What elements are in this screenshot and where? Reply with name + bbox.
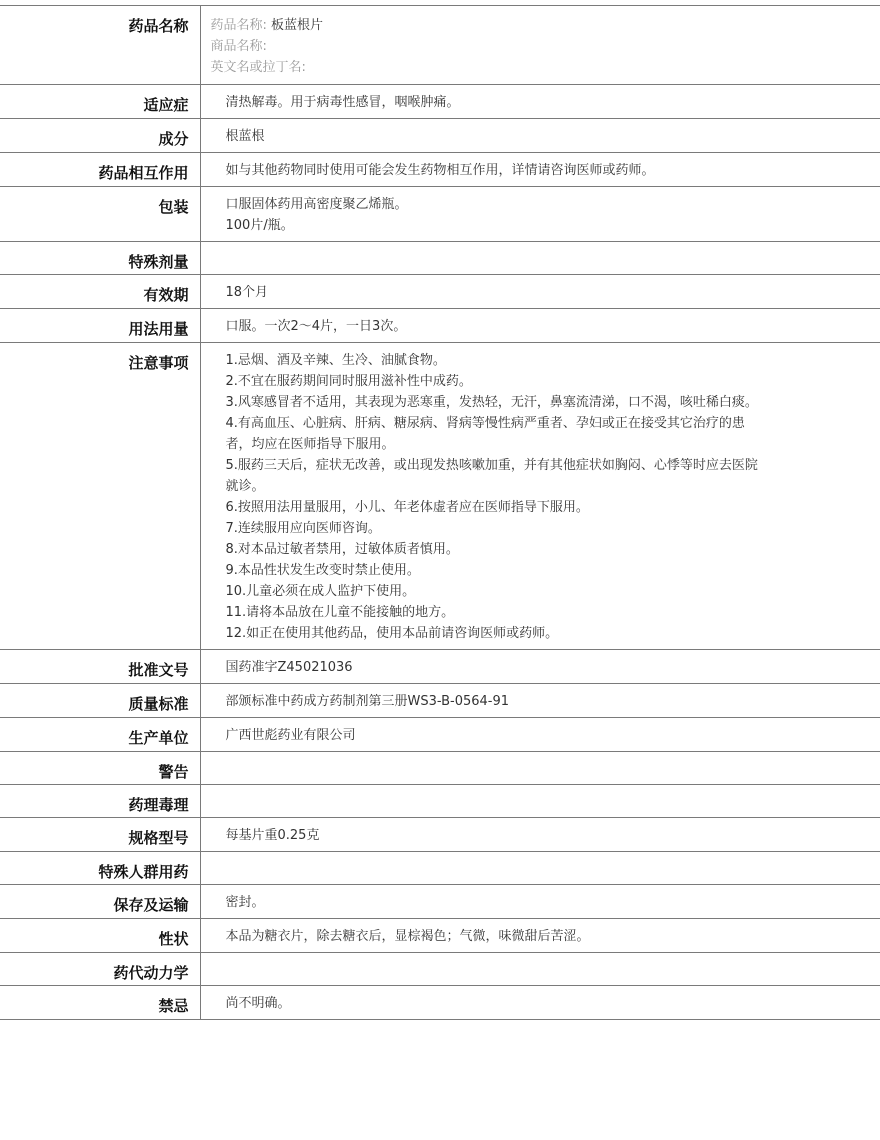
- value-interaction: 如与其他药物同时使用可能会发生药物相互作用，详情请咨询医师或药师。: [200, 153, 880, 187]
- label-contraindications: 禁忌: [0, 986, 200, 1020]
- label-spec: 规格型号: [0, 818, 200, 852]
- label-pharmacokinetics: 药代动力学: [0, 953, 200, 986]
- label-pharmacology: 药理毒理: [0, 785, 200, 818]
- value-storage: 密封。: [200, 885, 880, 919]
- row-package: [0, 187, 880, 242]
- drug-info-table: [0, 5, 880, 1020]
- row-warning: [0, 752, 880, 785]
- value-pharmacokinetics: [200, 953, 880, 986]
- value-properties: 本品为糖衣片，除去糖衣后，显棕褐色；气微，味微甜后苦涩。: [200, 919, 880, 953]
- value-precautions: [200, 343, 880, 650]
- row-indication: [0, 85, 880, 119]
- package-line: 100片/瓶。: [225, 218, 294, 233]
- precaution-item: 2.不宜在服药期间同时服用滋补性中成药。: [225, 374, 472, 389]
- label-interaction: 药品相互作用: [0, 153, 200, 187]
- english-name-label: 英文名或拉丁名:: [210, 60, 306, 75]
- precaution-item: 3.风寒感冒者不适用，其表现为恶寒重，发热轻，无汗，鼻塞流清涕，口不渴，咳吐稀白痰。: [225, 395, 758, 410]
- row-pharmacokinetics: [0, 953, 880, 986]
- precaution-item: 9.本品性状发生改变时禁止使用。: [225, 563, 420, 578]
- label-properties: 性状: [0, 919, 200, 953]
- drug-name-block: [200, 6, 880, 85]
- precaution-item: 11.请将本品放在儿童不能接触的地方。: [225, 605, 455, 620]
- label-drug-name: 药品名称: [0, 6, 200, 85]
- label-manufacturer: 生产单位: [0, 718, 200, 752]
- row-pharmacology: [0, 785, 880, 818]
- value-standard: 部颁标准中药成方药制剂第三册WS3-B-0564-91: [200, 684, 880, 718]
- row-precautions: [0, 343, 880, 650]
- precaution-item: 12.如正在使用其他药品，使用本品前请咨询医师或药师。: [225, 626, 559, 641]
- label-package: 包装: [0, 187, 200, 242]
- trade-name-label: 商品名称:: [210, 39, 267, 54]
- value-manufacturer: 广西世彪药业有限公司: [200, 718, 880, 752]
- precaution-item: 6.按照用法用量服用，小儿、年老体虚者应在医师指导下服用。: [225, 500, 589, 515]
- value-approval: 国药准字Z45021036: [200, 650, 880, 684]
- row-standard: [0, 684, 880, 718]
- precaution-item: 7.连续服用应向医师咨询。: [225, 521, 381, 536]
- row-spec: [0, 818, 880, 852]
- precaution-item: 1.忌烟、酒及辛辣、生冷、油腻食物。: [225, 353, 446, 368]
- generic-name-value: 板蓝根片: [271, 18, 324, 33]
- label-indication: 适应症: [0, 85, 200, 119]
- value-ingredients: 根蓝根: [200, 119, 880, 153]
- precaution-item: 4.有高血压、心脏病、肝病、糖尿病、肾病等慢性病严重者、孕妇或正在接受其它治疗的患者，均应在医师指导下服用。: [225, 416, 745, 452]
- row-approval: [0, 650, 880, 684]
- row-interaction: [0, 153, 880, 187]
- precaution-item: 5.服药三天后，症状无改善，或出现发热咳嗽加重，并有其他症状如胸闷、心悸等时应去医院就诊。: [225, 458, 758, 494]
- row-ingredients: [0, 119, 880, 153]
- row-manufacturer: [0, 718, 880, 752]
- label-usage: 用法用量: [0, 309, 200, 343]
- value-usage: 口服。一次2～4片，一日3次。: [200, 309, 880, 343]
- value-expiry: 18个月: [200, 275, 880, 309]
- label-storage: 保存及运输: [0, 885, 200, 919]
- value-indication: 清热解毒。用于病毒性感冒，咽喉肿痛。: [200, 85, 880, 119]
- label-approval: 批准文号: [0, 650, 200, 684]
- row-drug-name: [0, 6, 880, 85]
- value-special-groups: [200, 852, 880, 885]
- row-special-dose: [0, 242, 880, 275]
- label-expiry: 有效期: [0, 275, 200, 309]
- value-contraindications: 尚不明确。: [200, 986, 880, 1020]
- value-special-dose: [200, 242, 880, 275]
- label-ingredients: 成分: [0, 119, 200, 153]
- precaution-item: 10.儿童必须在成人监护下使用。: [225, 584, 416, 599]
- generic-name-label: 药品名称:: [210, 18, 267, 33]
- precaution-item: 8.对本品过敏者禁用，过敏体质者慎用。: [225, 542, 459, 557]
- row-special-groups: [0, 852, 880, 885]
- label-special-groups: 特殊人群用药: [0, 852, 200, 885]
- row-contraindications: [0, 986, 880, 1020]
- label-standard: 质量标准: [0, 684, 200, 718]
- row-properties: [0, 919, 880, 953]
- label-warning: 警告: [0, 752, 200, 785]
- label-precautions: 注意事项: [0, 343, 200, 650]
- package-line: 口服固体药用高密度聚乙烯瓶。: [225, 197, 408, 212]
- value-package: [200, 187, 880, 242]
- row-storage: [0, 885, 880, 919]
- label-special-dose: 特殊剂量: [0, 242, 200, 275]
- value-warning: [200, 752, 880, 785]
- value-pharmacology: [200, 785, 880, 818]
- row-usage: [0, 309, 880, 343]
- row-expiry: [0, 275, 880, 309]
- value-spec: 每基片重0.25克: [200, 818, 880, 852]
